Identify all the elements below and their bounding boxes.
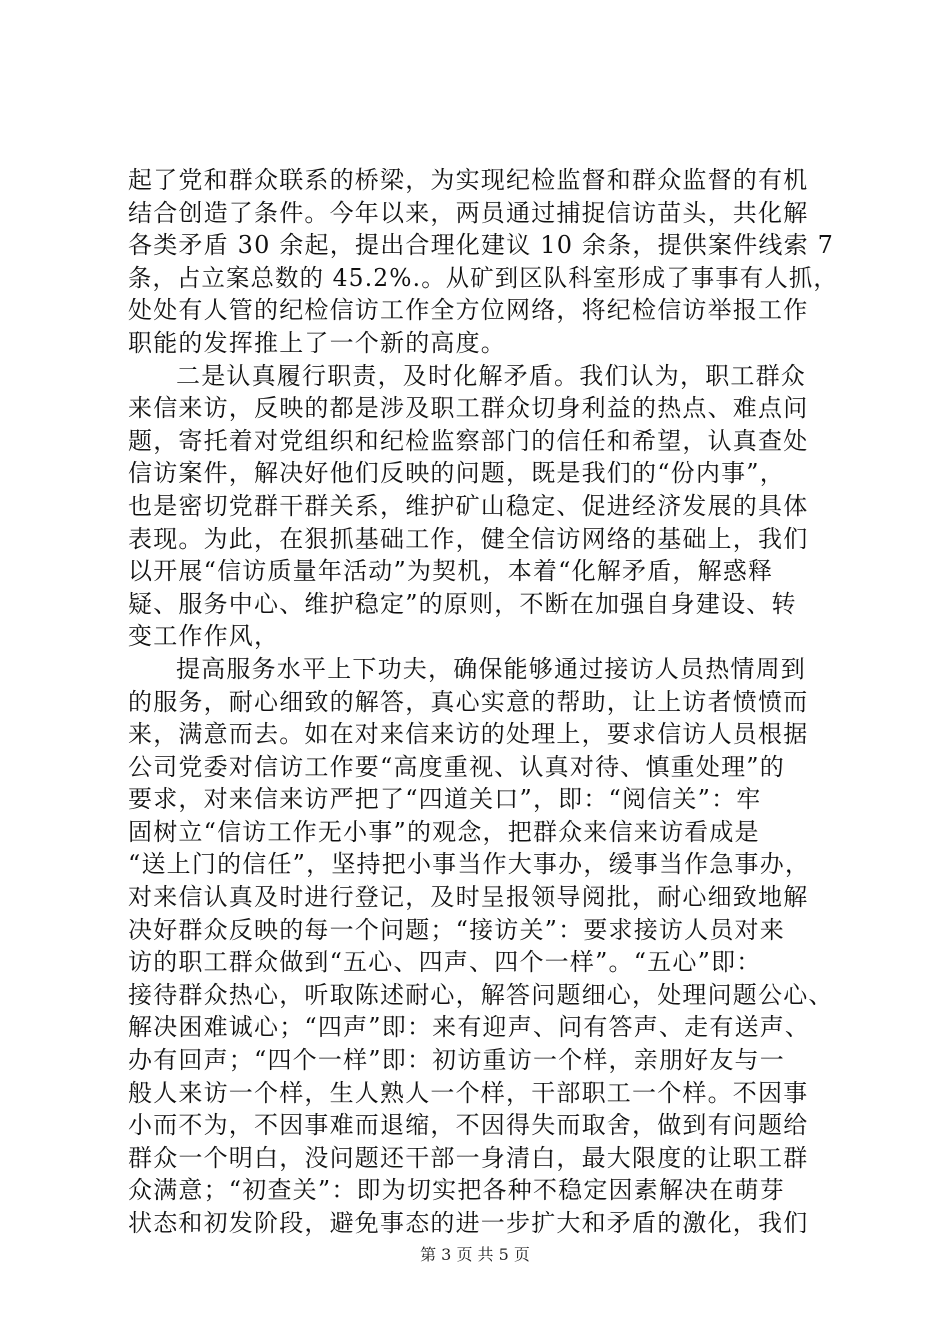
text-line: 固树立“信访工作无小事”的观念，把群众来信来访看成是 [128,817,760,846]
body-text [128,164,838,1240]
text-line: 解决困难诚心；“四声”即：来有迎声、问有答声、走有送声、 [128,1013,811,1042]
text-line: 疑、服务中心、维护稳定”的原则，不断在加强自身建设、转 [128,589,797,618]
text-line: 要求，对来信来访严把了“四道关口”，即：“阅信关”：牢 [128,785,762,814]
text-line: 的服务，耐心细致的解答，真心实意的帮助，让上访者愤愤而 [128,687,809,716]
text-line: 条，占立案总数的 45.2%.。从矿到区队科室形成了事事有人抓， [128,263,838,292]
text-line: 题，寄托着对党组织和纪检监察部门的信任和希望，认真查处 [128,426,809,455]
text-line: “送上门的信任”，坚持把小事当作大事办，缓事当作急事办， [128,850,811,879]
text-line: 状态和初发阶段，避免事态的进一步扩大和矛盾的激化，我们 [128,1209,809,1237]
text-line: 也是密切党群干群关系，维护矿山稳定、促进经济发展的具体 [128,491,809,520]
text-line: 提高服务水平上下功夫，确保能够通过接访人员热情周到 [176,654,806,683]
text-line: 办有回声；“四个一样”即：初访重访一个样，亲朋好友与一 [128,1046,785,1075]
text-line: 二是认真履行职责，及时化解矛盾。我们认为，职工群众 [176,361,806,390]
text-line: 结合创造了条件。今年以来，两员通过捕捉信访苗头，共化解 [128,198,809,227]
text-line: 公司党委对信访工作要“高度重视、认真对待、慎重处理”的 [128,752,785,781]
text-line: 群众一个明白，没问题还干部一身清白，最大限度的让职工群 [128,1143,809,1172]
page-footer: 第 3 页 共 5 页 [420,1245,530,1264]
text-line: 处处有人管的纪检信访工作全方位网络，将纪检信访举报工作 [128,296,809,325]
text-line: 变工作作风， [128,622,280,651]
text-line: 来，满意而去。如在对来信来访的处理上，要求信访人员根据 [128,720,809,749]
text-line: 职能的发挥推上了一个新的高度。 [128,328,506,357]
text-line: 表现。为此，在狠抓基础工作，健全信访网络的基础上，我们 [128,524,809,553]
text-line: 访的职工群众做到“五心、四声、四个一样”。“五心”即： [128,948,762,977]
text-line: 以开展“信访质量年活动”为契机，本着“化解矛盾，解惑释 [128,557,774,586]
text-line: 小而不为，不因事难而退缩，不因得失而取舍，做到有问题给 [128,1111,809,1140]
text-line: 众满意；“初查关”：即为切实把各种不稳定因素解决在萌芽 [128,1176,785,1205]
text-line: 各类矛盾 30 余起，提出合理化建议 10 余条，提供案件线索 7 [128,231,835,260]
text-line: 决好群众反映的每一个问题；“接访关”：要求接访人员对来 [128,915,785,944]
text-line: 对来信认真及时进行登记，及时呈报领导阅批，耐心细致地解 [128,883,809,912]
text-line: 接待群众热心，听取陈述耐心，解答问题细心，处理问题公心、 [128,980,834,1009]
text-line: 般人来访一个样，生人熟人一个样，干部职工一个样。不因事 [128,1078,809,1107]
text-line: 来信来访，反映的都是涉及职工群众切身利益的热点、难点问 [128,394,809,423]
text-line: 起了党和群众联系的桥梁，为实现纪检监督和群众监督的有机 [128,166,809,194]
text-line: 信访案件，解决好他们反映的问题，既是我们的“份内事”， [128,459,785,488]
